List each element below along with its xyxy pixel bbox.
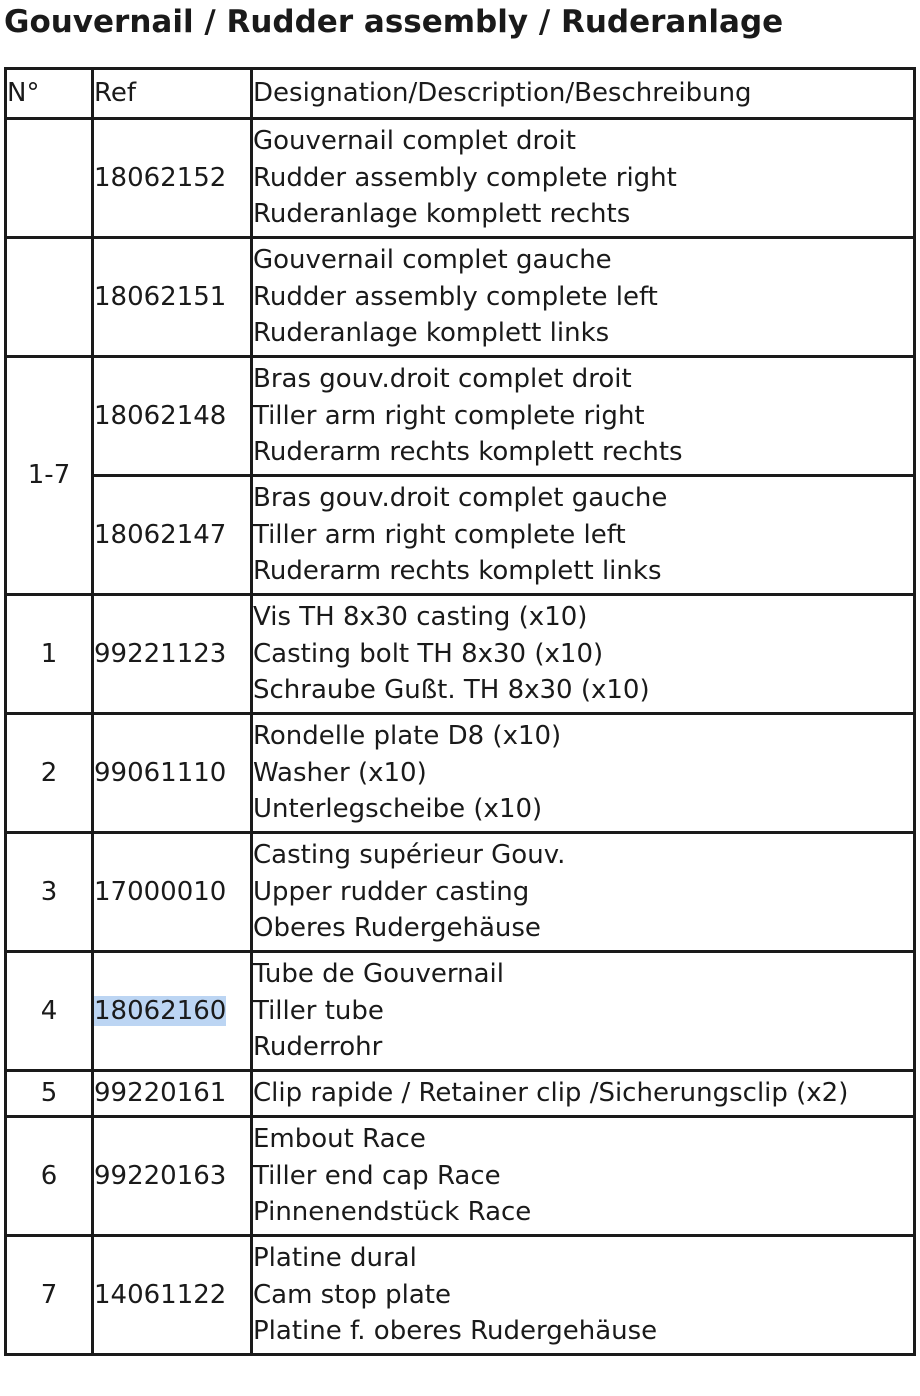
description-line-de: Ruderarm rechts komplett links <box>253 556 662 587</box>
ref-text[interactable]: 14061122 <box>94 1279 227 1310</box>
cell-ref[interactable] <box>93 714 252 833</box>
description-line-fr: Bras gouv.droit complet gauche <box>253 483 668 514</box>
cell-no: 2 <box>6 714 93 833</box>
ref-text[interactable]: 99221123 <box>94 638 227 669</box>
cell-ref[interactable] <box>93 833 252 952</box>
description-line-fr: Gouvernail complet gauche <box>253 245 612 276</box>
cell-description <box>252 1236 915 1355</box>
table-row <box>6 952 915 1071</box>
cell-no: 7 <box>6 1236 93 1355</box>
cell-ref[interactable] <box>93 357 252 476</box>
header-no: N° <box>6 69 93 119</box>
header-ref: Ref <box>93 69 252 119</box>
description-line-de: Ruderrohr <box>253 1032 383 1063</box>
description-line-fr: Embout Race <box>253 1124 426 1155</box>
cell-no-group: 1-7 <box>6 357 93 595</box>
description-line-fr: Tube de Gouvernail <box>253 959 504 990</box>
description-line-fr: Rondelle plate D8 (x10) <box>253 721 562 752</box>
cell-ref[interactable] <box>93 238 252 357</box>
description-line-fr: Platine dural <box>253 1243 417 1274</box>
description-line-en: Upper rudder casting <box>253 876 530 907</box>
cell-no <box>6 238 93 357</box>
description-line-fr: Bras gouv.droit complet droit <box>253 364 632 395</box>
header-description: Designation/Description/Beschreibung <box>252 69 915 119</box>
ref-text[interactable]: 18062147 <box>94 519 227 550</box>
cell-ref[interactable] <box>93 595 252 714</box>
ref-text[interactable]: 18062152 <box>94 162 227 193</box>
cell-description <box>252 238 915 357</box>
cell-ref[interactable] <box>93 1117 252 1236</box>
cell-description <box>252 357 915 476</box>
description-line: Clip rapide / Retainer clip /Sicherungsclip (x2) <box>253 1078 849 1109</box>
cell-no: 4 <box>6 952 93 1071</box>
ref-text[interactable]: 99220163 <box>94 1160 227 1191</box>
table-row <box>6 357 915 476</box>
cell-description <box>252 476 915 595</box>
ref-text[interactable]: 18062148 <box>94 400 227 431</box>
ref-text-selected[interactable]: 18062160 <box>94 995 227 1026</box>
page-title: Gouvernail / Rudder assembly / Ruderanlage <box>4 4 784 40</box>
cell-no: 5 <box>6 1071 93 1117</box>
cell-ref[interactable] <box>93 476 252 595</box>
description-line-de: Schraube Gußt. TH 8x30 (x10) <box>253 675 650 706</box>
ref-text[interactable]: 99061110 <box>94 757 227 788</box>
cell-no <box>6 119 93 238</box>
description-line-de: Pinnenendstück Race <box>253 1197 532 1228</box>
description-line-en: Rudder assembly complete right <box>253 162 677 193</box>
table-row <box>6 714 915 833</box>
table-header-row <box>6 69 915 119</box>
ref-text[interactable]: 99220161 <box>94 1078 227 1109</box>
table-row <box>6 595 915 714</box>
ref-text[interactable]: 17000010 <box>94 876 227 907</box>
cell-no: 3 <box>6 833 93 952</box>
description-line-en: Tiller arm right complete right <box>253 400 645 431</box>
description-line-en: Casting bolt TH 8x30 (x10) <box>253 638 604 669</box>
description-line-de: Unterlegscheibe (x10) <box>253 794 543 825</box>
description-line-fr: Vis TH 8x30 casting (x10) <box>253 602 588 633</box>
cell-no: 6 <box>6 1117 93 1236</box>
description-line-en: Tiller arm right complete left <box>253 519 626 550</box>
description-line-de: Ruderanlage komplett links <box>253 318 610 349</box>
cell-ref[interactable] <box>93 1071 252 1117</box>
description-line-en: Tiller end cap Race <box>253 1160 501 1191</box>
ref-text[interactable]: 18062151 <box>94 281 227 312</box>
description-line-fr: Casting supérieur Gouv. <box>253 840 566 871</box>
table-row <box>6 1071 915 1117</box>
description-line-en: Rudder assembly complete left <box>253 281 658 312</box>
parts-table <box>4 67 916 1356</box>
table-row <box>6 238 915 357</box>
table-row <box>6 119 915 238</box>
cell-ref[interactable] <box>93 119 252 238</box>
cell-description <box>252 595 915 714</box>
cell-description <box>252 1071 915 1117</box>
description-line-fr: Gouvernail complet droit <box>253 126 576 157</box>
cell-description <box>252 1117 915 1236</box>
description-line-de: Platine f. oberes Rudergehäuse <box>253 1316 658 1347</box>
table-row <box>6 833 915 952</box>
cell-description <box>252 952 915 1071</box>
cell-description <box>252 714 915 833</box>
description-line-en: Washer (x10) <box>253 757 427 788</box>
table-row <box>6 1236 915 1355</box>
description-line-de: Ruderanlage komplett rechts <box>253 199 631 230</box>
description-line-en: Tiller tube <box>253 995 384 1026</box>
description-line-de: Oberes Rudergehäuse <box>253 913 541 944</box>
cell-no: 1 <box>6 595 93 714</box>
cell-ref[interactable] <box>93 952 252 1071</box>
table-row <box>6 1117 915 1236</box>
description-line-de: Ruderarm rechts komplett rechts <box>253 437 683 468</box>
cell-description <box>252 119 915 238</box>
table-row <box>6 476 915 595</box>
cell-description <box>252 833 915 952</box>
cell-ref[interactable] <box>93 1236 252 1355</box>
description-line-en: Cam stop plate <box>253 1279 451 1310</box>
